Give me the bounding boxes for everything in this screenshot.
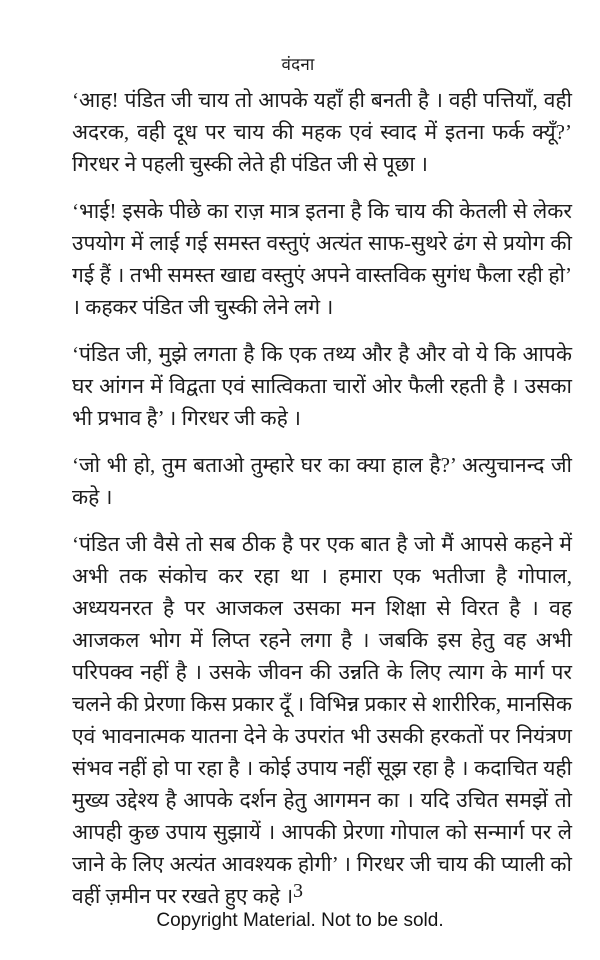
- paragraph-1: ‘आह! पंडित जी चाय तो आपके यहाँ ही बनती है । वही पत्तियाँ, वही अदरक, वही दूध पर चाय की महक एवं स्वाद में इतना फर्क क्यूँ?’ गिरधर ने पहली चुस्की लेते ही पंडित जी से पूछा ।: [72, 88, 572, 176]
- paragraph-2: ‘भाई! इसके पीछे का राज़ मात्र इतना है कि चाय की केतली से लेकर उपयोग में लाई गई समस्त वस्तुएं अत्यंत साफ-सुथरे ढंग से प्रयोग की गई हैं । तभी समस्त खाद्य वस्तुएं अपने वास्तविक सुगंध फैला रही हो’ । कहकर पंडित जी चुस्की लेने लगे ।: [72, 199, 572, 319]
- page-header-title: वंदना: [281, 55, 315, 74]
- paragraph-5: ‘पंडित जी वैसे तो सब ठीक है पर एक बात है जो मैं आपसे कहने में अभी तक संकोच कर रहा था । हमारा एक भतीजा है गोपाल, अध्ययनरत है पर आजकल उसका मन शिक्षा से विरत है । वह आजकल भोग में लिप्त रहने लगा है । जबकि इस हेतु वह अभी परिपक्व नहीं है । उसके जीवन की उन्नति के लिए त्याग के मार्ग पर चलने की प्रेरणा किस प्रकार दूँ । विभिन्न प्रकार से शारीरिक, मानसिक एवं भावनात्मक यातना देने के उपरांत भी उसकी हरकतों पर नियंत्रण संभव नहीं हो पा रहा है । कोई उपाय नहीं सूझ रहा है । कदाचित यही मुख्य उद्देश्य है आपके दर्शन हेतु आगमन का । यदि उचित समझें तो आपही कुछ उपाय सुझायें । आपकी प्रेरणा गोपाल को सन्मार्ग पर ले जाने के लिए अत्यंत आवश्यक होगी’ । गिरधर जी चाय की प्याली को वहीं ज़मीन पर रखते हुए कहे ।: [72, 532, 572, 908]
- paragraph-4: ‘जो भी हो, तुम बताओ तुम्हारे घर का क्या हाल है?’ अत्युचानन्द जी कहे ।: [72, 453, 572, 509]
- paragraph-3: ‘पंडित जी, मुझे लगता है कि एक तथ्य और है और वो ये कि आपके घर आंगन में विद्वता एवं सात्विकता चारों ओर फैली रहती है । उसका भी प्रभाव है’ । गिरधर जी कहे ।: [72, 342, 572, 430]
- page-number: 3: [293, 880, 303, 902]
- copyright-note: Copyright Material. Not to be sold.: [156, 910, 444, 931]
- body-text: [72, 84, 572, 927]
